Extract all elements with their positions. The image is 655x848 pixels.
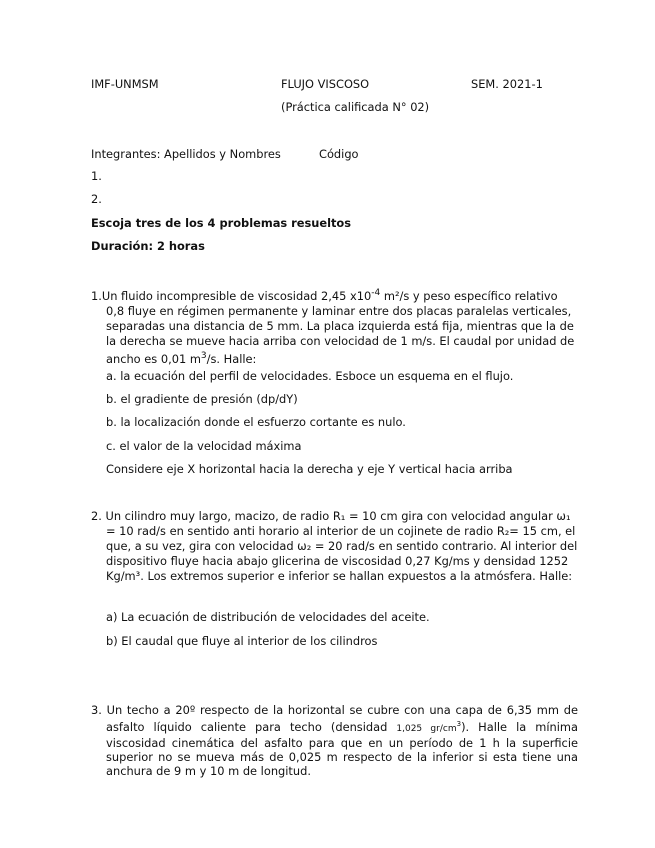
problem-1-item-c: c. el valor de la velocidad máxima [106, 439, 302, 453]
problem-2-item-a: a) La ecuación de distribución de velocidades del aceite. [106, 610, 430, 624]
code-label: Código [319, 147, 359, 161]
problem-1-item-b2: b. la localización donde el esfuerzo cortante es nulo. [106, 415, 406, 429]
problem-3-statement: 3. Un techo a 20º respecto de la horizontal se cubre con una capa de 6,35 mm de asfalto líquido caliente para techo (densidad 1,025 $gr/cm^3$). Halle la mínima viscosidad cinemática del asfalto para que en un período de 1 h la superficie superior no se mueva más de 0,025 m respecto de la inferior si esta tiene una anchura de 9 m y 10 m de longitud. [91, 703, 578, 778]
student-row-2: 2. [91, 192, 102, 206]
problem-2-item-b: b) El caudal que fluye al interior de los cilindros [106, 634, 378, 648]
problem-2-statement: 2. Un cilindro muy largo, macizo, de radio R₁ = 10 cm gira con velocidad angular ω₁ = 10 rad/s en sentido anti horario al interior de un cojinete de radio R₂= 15 cm, el que, a su vez, gira con velocidad ω₂ = 20 rad/s en sentido contrario. Al interior del dispositivo fluye hacia abajo glicerina de viscosidad 0,27 Kg/ms y densidad 1252 Kg/m³. Los extremos superior e inferior se hallan expuestos a la atmósfera. Halle: [91, 509, 578, 583]
student-row-1: 1. [91, 169, 102, 183]
problem-1-note: Considere eje X horizontal hacia la derecha y eje Y vertical hacia arriba [106, 462, 513, 476]
problem-1-item-a: a. la ecuación del perfil de velocidades. Esboce un esquema en el flujo. [106, 369, 514, 383]
course-title: FLUJO VISCOSO [281, 77, 370, 91]
institution-label: IMF-UNMSM [91, 77, 159, 91]
members-label: Integrantes: Apellidos y Nombres [91, 147, 281, 161]
problem-1-item-b1: b. el gradiente de presión (dp/dY) [106, 392, 298, 406]
exam-subtitle: (Práctica calificada N° 02) [281, 100, 430, 114]
semester-label: SEM. 2021-1 [471, 77, 543, 91]
instructions-duration: Duración: 2 horas [91, 239, 205, 253]
instructions-choose: Escoja tres de los 4 problemas resueltos [91, 216, 352, 230]
problem-1-statement: 1.Un fluido incompresible de viscosidad 2,45 $x10^{-4}$ m²/s y peso específico relativo 0,8 fluye en régimen permanente y laminar entre dos placas paralelas verticales, separadas una distancia de 5 mm. La placa izquierda está fija, mientras que la de la derecha se mueve hacia arriba con velocidad de 1 m/s. El caudal por unidad de ancho es 0,01 $m^3/s$. Halle: [91, 288, 575, 366]
